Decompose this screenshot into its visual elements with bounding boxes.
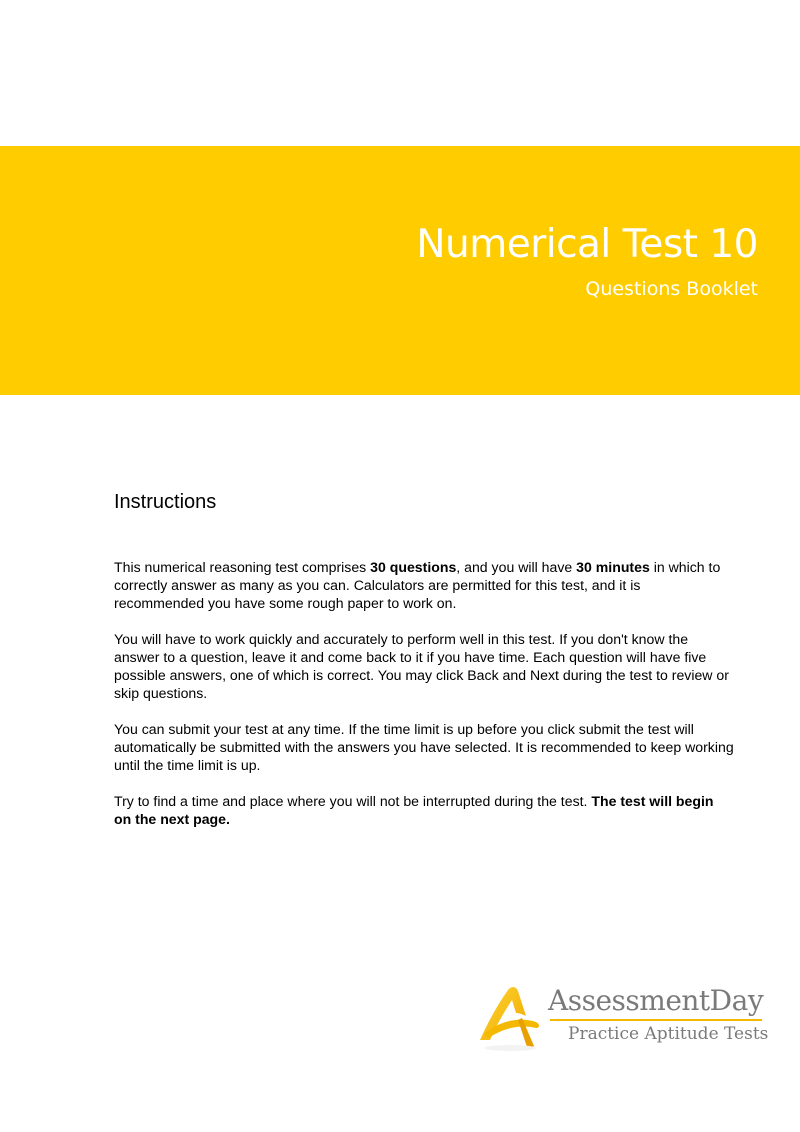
- paragraph-text: This numerical reasoning test comprises: [114, 559, 371, 575]
- paragraph-text: Try to find a time and place where you will not be interrupted during the test.: [114, 793, 592, 809]
- instructions-heading: Instructions: [114, 491, 217, 513]
- document-title: Numerical Test 10: [416, 222, 758, 267]
- document-subtitle: Questions Booklet: [585, 278, 758, 300]
- instructions-body: [114, 558, 734, 846]
- logo-name: AssessmentDay: [548, 984, 764, 1017]
- time-limit: 30 minutes: [576, 559, 650, 575]
- assessmentday-logo: [474, 982, 774, 1054]
- instructions-paragraph-4: [114, 792, 734, 828]
- test-start-note: The test will begin on the next page.: [114, 793, 714, 827]
- instructions-paragraph-3: You can submit your test at any time. If the time limit is up before you click submit the test will automatically be submitted with the answers you have selected. It is recommended to keep working until the time limit is up.: [114, 721, 734, 773]
- logo-divider: [550, 1019, 762, 1021]
- question-count: 30 questions: [370, 559, 457, 575]
- logo-tagline: Practice Aptitude Tests: [568, 1024, 769, 1044]
- paragraph-text: , and you will have: [456, 559, 577, 575]
- paragraph-text: in which to correctly answer as many as you can. Calculators are permitted for this test, and it is recommended you have some rough paper to work on.: [114, 559, 721, 611]
- title-banner: [0, 146, 800, 395]
- instructions-paragraph-2: You will have to work quickly and accurately to perform well in this test. If you don't know the answer to a question, leave it and come back to it if you have time. Each question will have five possible answers, one of which is correct. You may click Back and Next during the test to review or skip questions.: [114, 631, 729, 701]
- instructions-paragraph-1: [114, 558, 734, 612]
- assessmentday-a-logo-icon: [474, 982, 554, 1054]
